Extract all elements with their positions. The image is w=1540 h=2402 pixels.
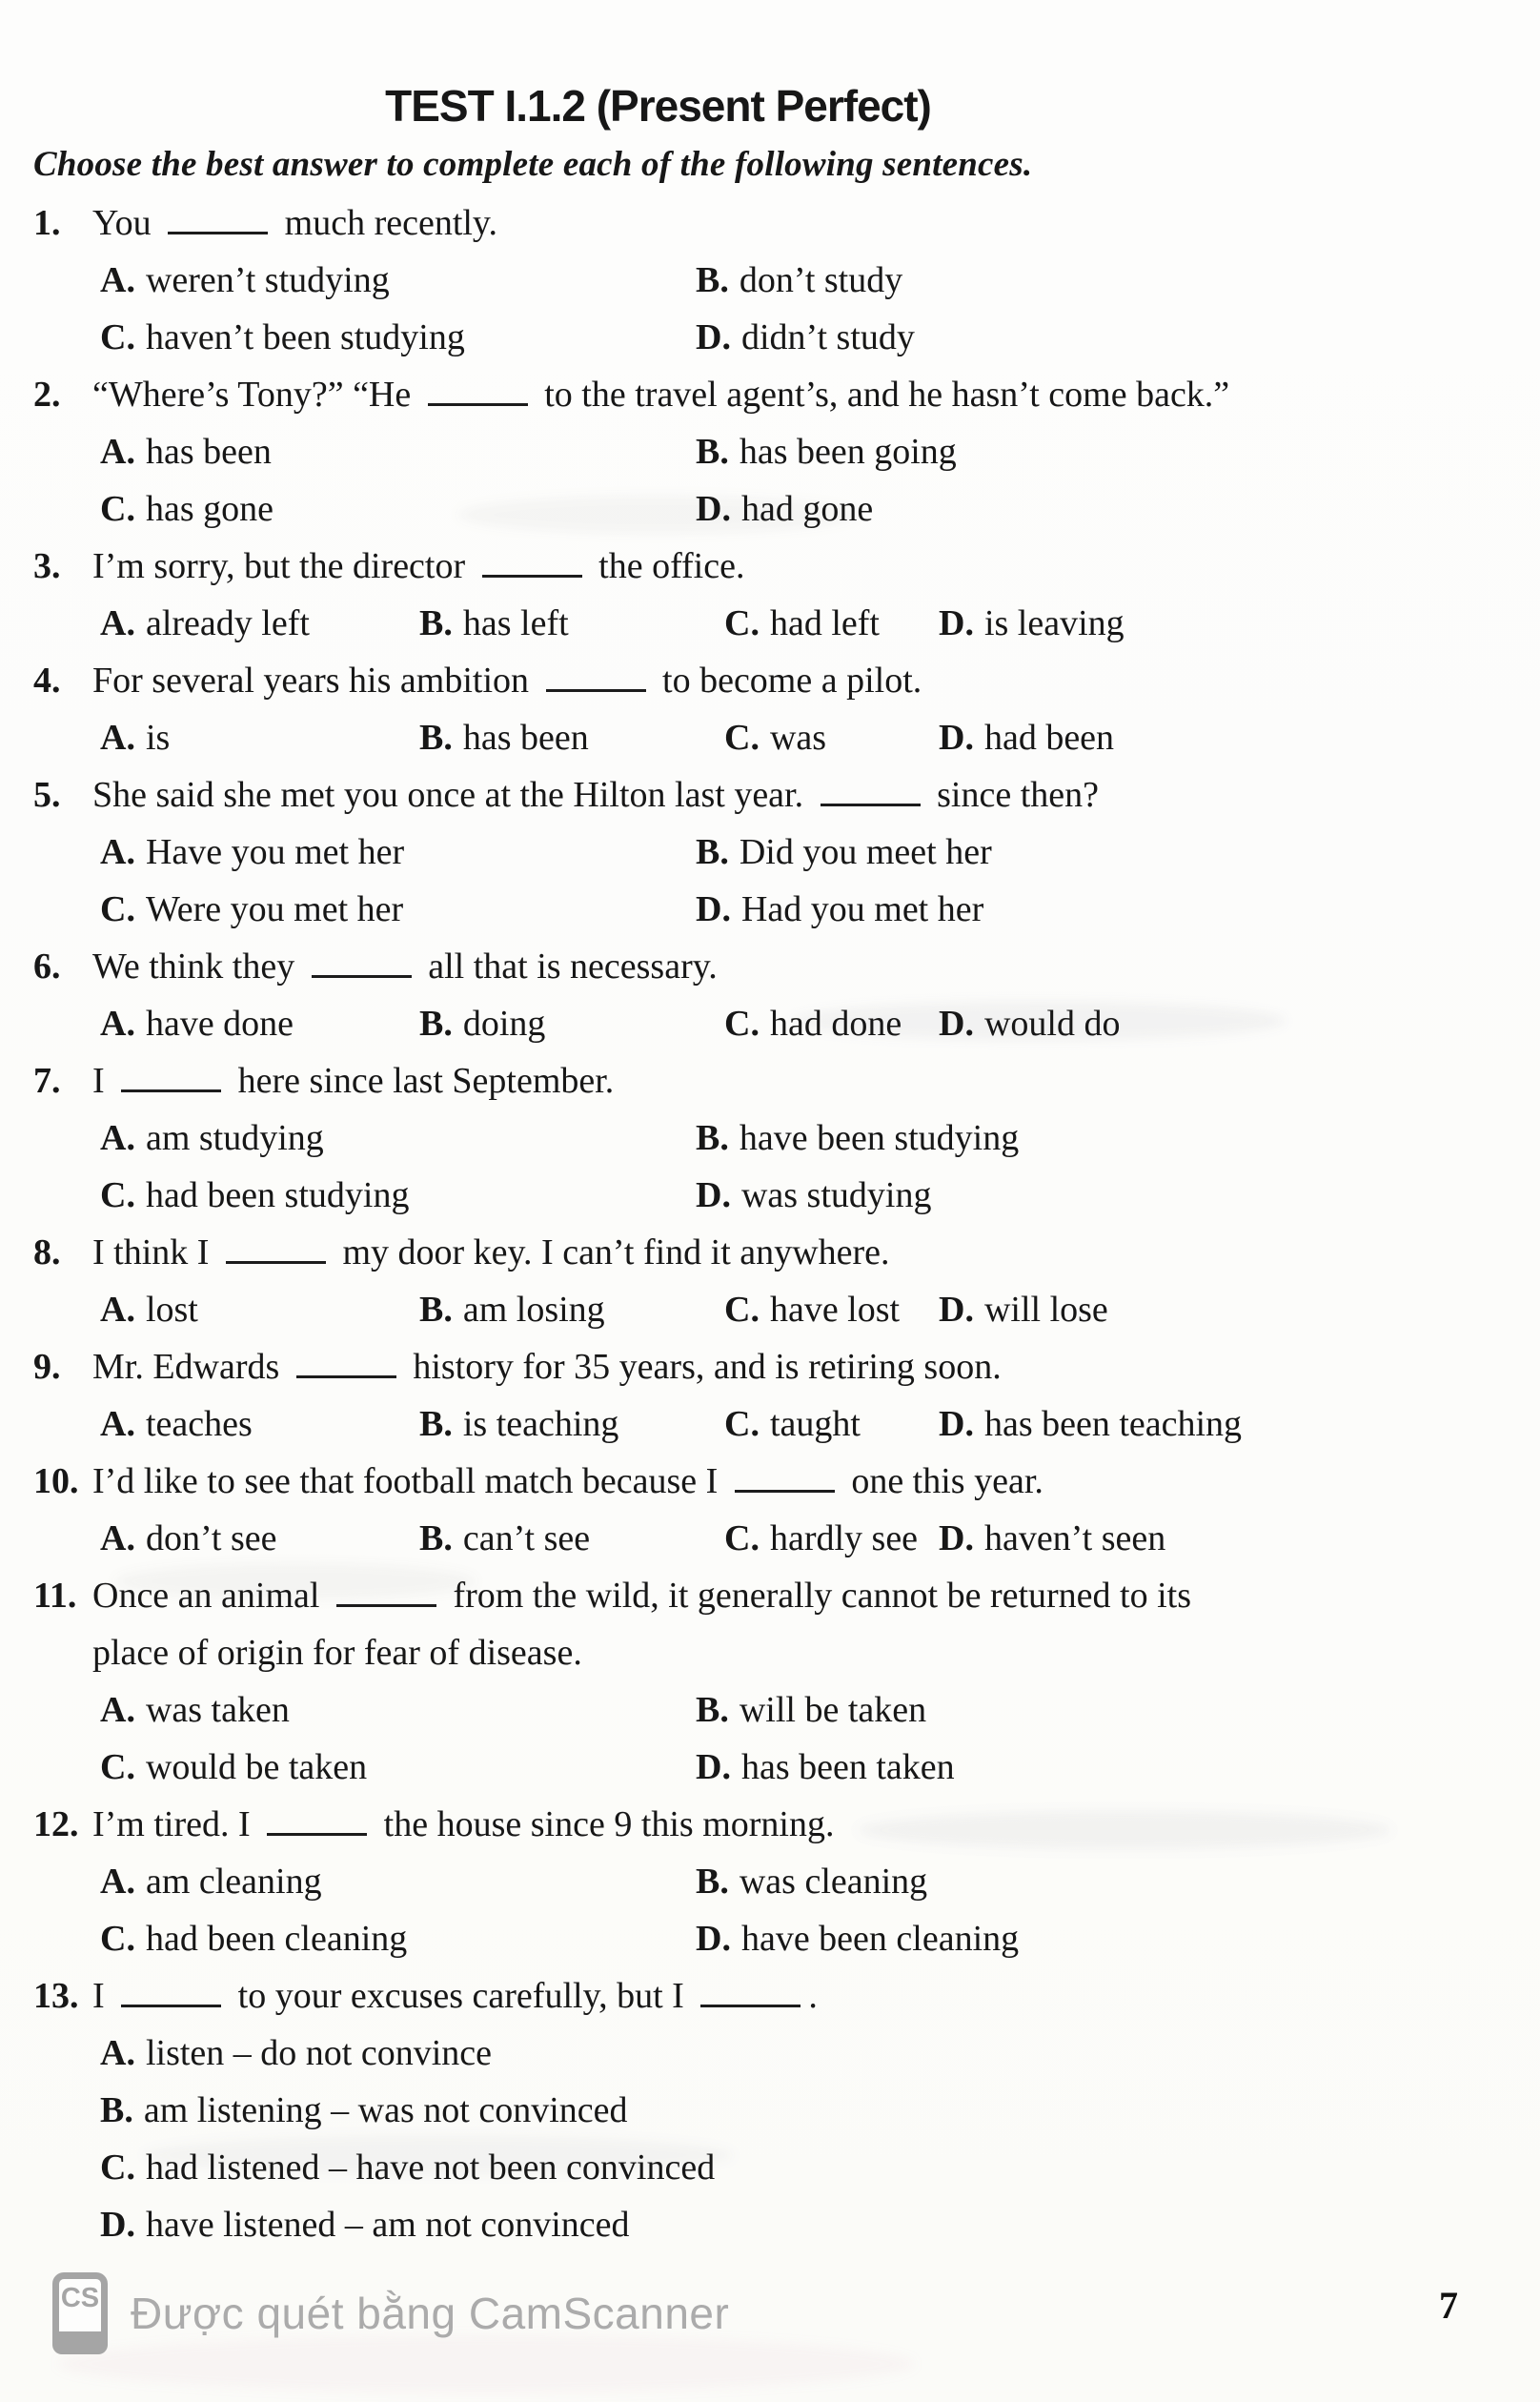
option-label: A. — [100, 2033, 135, 2073]
question-stem: I think I my door key. I can’t find it anywhere. — [92, 1232, 890, 1272]
question-stem: For several years his ambition to become a pilot. — [92, 661, 922, 701]
option-item — [100, 480, 696, 538]
option-item — [724, 709, 939, 766]
option-text: don’t study — [739, 260, 903, 300]
option-text: has been going — [739, 432, 957, 472]
options-group — [92, 1853, 1502, 1967]
page-title: TEST I.1.2 (Present Perfect) — [385, 81, 931, 131]
option-text: have listened – am not convinced — [145, 2205, 630, 2245]
answer-blank — [226, 1232, 326, 1264]
answer-blank — [121, 1061, 221, 1092]
options-group — [92, 824, 1502, 938]
options-group — [92, 995, 1502, 1052]
option-label: D. — [696, 889, 731, 929]
option-label: C. — [724, 718, 760, 758]
option-text: am losing — [462, 1290, 605, 1330]
option-label: A. — [100, 832, 135, 872]
question-item — [33, 1052, 1502, 1224]
option-label: C. — [100, 489, 135, 529]
option-item — [696, 309, 1502, 366]
option-label: A. — [100, 432, 135, 472]
question-number: 8. — [33, 1232, 61, 1272]
option-text: has gone — [145, 489, 274, 529]
answer-blank — [821, 775, 921, 806]
option-text: am cleaning — [145, 1862, 322, 1902]
option-item — [100, 1109, 696, 1167]
option-text: had gone — [740, 489, 874, 529]
option-label: C. — [100, 317, 135, 357]
option-label: A. — [100, 1004, 135, 1044]
option-text: weren’t studying — [145, 260, 390, 300]
question-item — [33, 1796, 1502, 1967]
option-label: D. — [939, 603, 974, 643]
option-item — [419, 1395, 724, 1453]
option-item — [100, 1739, 696, 1796]
option-text: is — [145, 718, 171, 758]
answer-blank — [296, 1347, 396, 1378]
option-label: A. — [100, 1518, 135, 1558]
option-item — [100, 1395, 419, 1453]
option-item — [100, 1681, 696, 1739]
option-label: B. — [419, 1004, 453, 1044]
question-item — [33, 938, 1502, 1052]
option-item — [100, 824, 696, 881]
camscanner-logo-icon — [52, 2272, 108, 2354]
option-text: am listening – was not convinced — [143, 2090, 628, 2130]
question-item — [33, 1967, 1502, 2253]
question-stem: You much recently. — [92, 203, 497, 243]
option-text: have done — [145, 1004, 294, 1044]
option-label: C. — [100, 2148, 135, 2188]
option-text: haven’t been studying — [145, 317, 465, 357]
option-label: C. — [724, 1518, 760, 1558]
question-number: 4. — [33, 661, 61, 701]
option-label: D. — [696, 317, 731, 357]
option-text: haven’t seen — [983, 1518, 1166, 1558]
option-label: B. — [419, 1290, 453, 1330]
options-group — [92, 252, 1502, 366]
option-item — [939, 709, 1502, 766]
option-text: have been cleaning — [740, 1919, 1020, 1959]
question-stem: She said she met you once at the Hilton last year. since then? — [92, 775, 1099, 815]
option-text: has been — [145, 432, 272, 472]
option-text: is leaving — [983, 603, 1125, 643]
option-text: has been taken — [740, 1747, 955, 1787]
option-item — [100, 309, 696, 366]
option-item — [696, 1167, 1502, 1224]
option-label: D. — [696, 1747, 731, 1787]
option-item — [100, 1853, 696, 1910]
question-number: 11. — [33, 1576, 77, 1616]
option-label: B. — [696, 1862, 729, 1902]
question-item — [33, 538, 1502, 652]
option-item — [724, 1281, 939, 1338]
option-label: C. — [100, 1919, 135, 1959]
option-item — [100, 881, 696, 938]
option-text: would be taken — [145, 1747, 368, 1787]
option-item — [696, 824, 1502, 881]
option-text: had left — [769, 603, 880, 643]
option-label: A. — [100, 603, 135, 643]
option-item — [696, 1739, 1502, 1796]
question-item — [33, 652, 1502, 766]
option-text: was studying — [740, 1175, 932, 1215]
option-label: C. — [100, 1747, 135, 1787]
option-text: was — [769, 718, 827, 758]
option-text: have been studying — [739, 1118, 1020, 1158]
question-number: 9. — [33, 1347, 61, 1387]
option-text: was cleaning — [739, 1862, 928, 1902]
option-label: A. — [100, 1862, 135, 1902]
option-item — [100, 595, 419, 652]
question-number: 3. — [33, 546, 61, 586]
option-text: Have you met her — [145, 832, 405, 872]
question-number: 13. — [33, 1976, 79, 2016]
option-item — [696, 881, 1502, 938]
option-text: had done — [769, 1004, 902, 1044]
option-label: C. — [724, 1004, 760, 1044]
camscanner-logo-bar — [52, 2331, 108, 2354]
option-item — [100, 2196, 1502, 2253]
option-label: A. — [100, 1404, 135, 1444]
options-group — [92, 2025, 1502, 2253]
option-text: will lose — [983, 1290, 1108, 1330]
option-item — [939, 595, 1502, 652]
option-item — [696, 1681, 1502, 1739]
question-number: 7. — [33, 1061, 61, 1101]
question-item — [33, 1224, 1502, 1338]
question-item — [33, 1453, 1502, 1567]
option-label: A. — [100, 718, 135, 758]
answer-blank — [735, 1461, 835, 1493]
option-item — [724, 595, 939, 652]
options-group — [92, 1681, 1502, 1796]
option-text: Were you met her — [145, 889, 404, 929]
option-item — [100, 1910, 696, 1967]
questions — [33, 194, 1502, 2253]
page-number: 7 — [1439, 2284, 1458, 2327]
option-label: B. — [696, 832, 729, 872]
option-text: had listened – have not been convinced — [145, 2148, 716, 2188]
question-stem: I to your excuses carefully, but I . — [92, 1976, 818, 2016]
option-item — [100, 709, 419, 766]
question-number: 5. — [33, 775, 61, 815]
option-item — [100, 252, 696, 309]
option-item — [100, 1281, 419, 1338]
option-item — [100, 1510, 419, 1567]
option-text: was taken — [145, 1690, 290, 1730]
option-label: D. — [696, 489, 731, 529]
question-stem: I’m tired. I the house since 9 this morning. — [92, 1804, 835, 1844]
answer-blank — [121, 1976, 221, 2007]
question-item — [33, 366, 1502, 538]
option-label: A. — [100, 260, 135, 300]
option-item — [939, 1281, 1502, 1338]
option-item — [419, 1281, 724, 1338]
option-text: hardly see — [769, 1518, 919, 1558]
answer-blank — [428, 375, 528, 406]
option-label: B. — [419, 718, 453, 758]
question-stem: We think they all that is necessary. — [92, 947, 718, 987]
option-item — [696, 252, 1502, 309]
question-number: 2. — [33, 375, 61, 415]
options-group — [92, 595, 1502, 652]
option-text: lost — [145, 1290, 198, 1330]
question-stem: “Where’s Tony?” “He to the travel agent’s, and he hasn’t come back.” — [92, 375, 1230, 415]
option-item — [419, 1510, 724, 1567]
option-label: A. — [100, 1690, 135, 1730]
option-item — [419, 595, 724, 652]
option-text: have lost — [769, 1290, 901, 1330]
camscanner-logo-letters: CS — [60, 2283, 100, 2313]
option-label: C. — [100, 889, 135, 929]
option-item — [696, 480, 1502, 538]
option-text: has left — [462, 603, 569, 643]
question-item — [33, 766, 1502, 938]
option-label: D. — [939, 1518, 974, 1558]
option-label: A. — [100, 1118, 135, 1158]
option-label: D. — [696, 1919, 731, 1959]
question-item — [33, 1567, 1502, 1796]
option-text: had been — [983, 718, 1115, 758]
question-item — [33, 194, 1502, 366]
option-text: taught — [769, 1404, 861, 1444]
option-text: didn’t study — [740, 317, 915, 357]
option-item — [724, 1395, 939, 1453]
option-text: already left — [145, 603, 310, 643]
option-label: C. — [724, 1404, 760, 1444]
question-stem: I’m sorry, but the director the office. — [92, 546, 745, 586]
option-item — [100, 995, 419, 1052]
option-item — [696, 1910, 1502, 1967]
option-text: doing — [462, 1004, 546, 1044]
camscanner-watermark-text: Được quét bằng CamScanner — [131, 2289, 730, 2338]
option-label: D. — [100, 2205, 135, 2245]
option-item — [939, 1510, 1502, 1567]
option-label: C. — [724, 1290, 760, 1330]
option-label: B. — [100, 2090, 133, 2130]
answer-blank — [267, 1804, 367, 1836]
option-text: is teaching — [462, 1404, 619, 1444]
option-text: teaches — [145, 1404, 253, 1444]
option-label: D. — [939, 1290, 974, 1330]
options-group — [92, 709, 1502, 766]
options-group — [92, 1281, 1502, 1338]
option-text: Did you meet her — [739, 832, 992, 872]
option-label: B. — [696, 432, 729, 472]
option-item — [724, 1510, 939, 1567]
options-group — [92, 1395, 1502, 1453]
question-number: 10. — [33, 1461, 79, 1501]
option-text: listen – do not convince — [145, 2033, 492, 2073]
camscanner-watermark — [52, 2272, 729, 2354]
option-label: B. — [696, 260, 729, 300]
option-item — [939, 995, 1502, 1052]
option-label: D. — [939, 718, 974, 758]
answer-blank — [168, 203, 268, 234]
option-text: can’t see — [462, 1518, 591, 1558]
question-number: 1. — [33, 203, 61, 243]
option-text: had been studying — [145, 1175, 410, 1215]
question-stem: I here since last September. — [92, 1061, 615, 1101]
answer-blank — [700, 1976, 800, 2007]
option-item — [100, 2139, 1502, 2196]
option-text: had been cleaning — [145, 1919, 408, 1959]
option-item — [724, 995, 939, 1052]
option-label: C. — [724, 603, 760, 643]
question-stem: Mr. Edwards history for 35 years, and is retiring soon. — [92, 1347, 1002, 1387]
answer-blank — [482, 546, 582, 578]
question-stem: Once an animal from the wild, it generally cannot be returned to its place of origin for fear of disease. — [92, 1576, 1191, 1673]
options-group — [92, 1510, 1502, 1567]
option-label: B. — [419, 603, 453, 643]
option-text: would do — [983, 1004, 1121, 1044]
option-label: B. — [419, 1518, 453, 1558]
option-label: D. — [939, 1004, 974, 1044]
option-item — [939, 1395, 1502, 1453]
option-text: has been — [462, 718, 589, 758]
option-item — [419, 995, 724, 1052]
option-item — [100, 423, 696, 480]
option-item — [696, 1109, 1502, 1167]
option-item — [100, 1167, 696, 1224]
question-item — [33, 1338, 1502, 1453]
option-text: has been teaching — [983, 1404, 1243, 1444]
option-label: B. — [419, 1404, 453, 1444]
option-label: B. — [696, 1690, 729, 1730]
question-number: 12. — [33, 1804, 79, 1844]
test-instruction: Choose the best answer to complete each of the following sentences. — [33, 145, 1033, 184]
options-group — [92, 423, 1502, 538]
option-label: D. — [696, 1175, 731, 1215]
option-item — [419, 709, 724, 766]
option-label: A. — [100, 1290, 135, 1330]
option-text: am studying — [145, 1118, 324, 1158]
question-stem: I’d like to see that football match because I one this year. — [92, 1461, 1044, 1501]
question-number: 6. — [33, 947, 61, 987]
option-item — [100, 2025, 1502, 2082]
answer-blank — [312, 947, 412, 978]
option-label: B. — [696, 1118, 729, 1158]
option-label: C. — [100, 1175, 135, 1215]
options-group — [92, 1109, 1502, 1224]
option-item — [100, 2082, 1502, 2139]
option-label: D. — [939, 1404, 974, 1444]
option-item — [696, 423, 1502, 480]
option-text: don’t see — [145, 1518, 277, 1558]
answer-blank — [336, 1576, 436, 1607]
answer-blank — [546, 661, 646, 692]
option-text: will be taken — [739, 1690, 927, 1730]
option-text: Had you met her — [740, 889, 984, 929]
option-item — [696, 1853, 1502, 1910]
